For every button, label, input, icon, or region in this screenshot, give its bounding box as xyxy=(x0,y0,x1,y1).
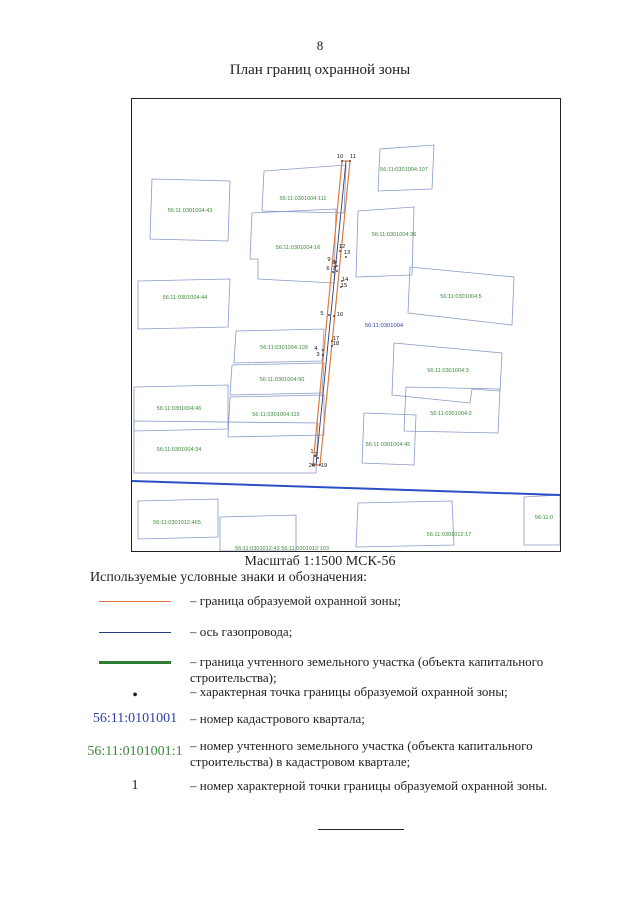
legend-item-label: – номер кадастрового квартала; xyxy=(190,711,365,726)
parcel-label: 56:11:0301004:43 xyxy=(167,208,213,214)
point-number-label: 12 xyxy=(338,244,346,250)
cadastral-quarter-border xyxy=(132,481,560,495)
parcel-number-sample: 56:11:0101001:1 xyxy=(87,744,183,759)
point-number-label: 1 xyxy=(310,449,314,455)
parcel-label: 56:11:0301004:109 xyxy=(260,345,308,351)
characteristic-point-marker xyxy=(333,315,335,317)
parcel-label: 56:11:0301004:16 xyxy=(275,245,321,251)
green-line-symbol xyxy=(80,652,190,672)
parcel-label: 56:11:0301004:3 xyxy=(427,368,469,374)
legend-item-label: – номер характерной точки границы образуемой охранной зоны. xyxy=(190,778,548,793)
characteristic-point-marker xyxy=(328,314,330,316)
characteristic-point-marker xyxy=(349,160,351,162)
parcel-outline xyxy=(138,279,230,329)
page-title: План границ охранной зоны xyxy=(229,62,411,78)
parcel-outline xyxy=(356,207,414,277)
parcel-label: 56:11:0301004:2 xyxy=(430,411,472,417)
orange-line-symbol xyxy=(80,591,190,611)
map-scale-caption: Масштаб 1:1500 МСК-56 xyxy=(244,554,396,569)
parcel-label: 56:11:0301012:43 56:11:0301012:103 xyxy=(234,546,330,551)
cadastral-quarter-label: 56:11:0301004 xyxy=(364,323,404,329)
point-number-label: 20 xyxy=(308,463,316,469)
point-number-label: 2 xyxy=(314,452,318,458)
point-number-label: 19 xyxy=(320,463,328,469)
legend-heading: Используемые условные знаки и обозначения: xyxy=(90,570,368,585)
parcel-label: 56:11:0301004:111 xyxy=(279,196,327,202)
parcel-outline xyxy=(138,499,218,539)
characteristic-point-marker xyxy=(322,354,324,356)
parcel-label: 56:11:0301004:44 xyxy=(162,295,208,301)
parcel-outline xyxy=(356,501,454,547)
point-number-label: 4 xyxy=(314,346,318,352)
point-number-label: 17 xyxy=(332,336,340,342)
point-number-label: 7 xyxy=(332,266,336,272)
parcel-label: 56:11:0301012:465 xyxy=(153,520,201,526)
point-number-label: 10 xyxy=(336,154,344,160)
point-number-label: 13 xyxy=(343,250,351,256)
characteristic-point-marker xyxy=(341,160,343,162)
blue-line-symbol xyxy=(80,622,190,642)
point-number-label: 8 xyxy=(332,260,336,266)
point-number-label: 14 xyxy=(341,277,349,283)
point-number-label: 5 xyxy=(320,311,324,317)
characteristic-point-marker xyxy=(322,349,324,351)
legend-item-label: – граница учтенного земельного участка (объекта капитального строительства); xyxy=(190,654,544,685)
point-number-label: 15 xyxy=(340,283,348,289)
legend-item-label: – ось газопровода; xyxy=(190,624,293,639)
parcel-outline xyxy=(362,413,416,465)
parcel-label: 56:11:0301004:36 xyxy=(371,232,417,238)
parcel-label: 56:11:0301012:17 xyxy=(426,532,472,538)
legend-item-label: – граница образуемой охранной зоны; xyxy=(190,593,401,608)
cadastral-map xyxy=(131,98,561,552)
signature-line xyxy=(318,829,404,830)
parcel-label: 56:11:0 xyxy=(534,515,554,521)
characteristic-point-marker xyxy=(345,256,347,258)
parcel-label: 56:11:0301004:45 xyxy=(365,442,411,448)
parcel-label: 56:11:0301004:90 xyxy=(259,377,305,383)
map-canvas xyxy=(132,99,560,551)
parcel-label: 56:11:0301004:46 xyxy=(156,406,202,412)
parcel-outline xyxy=(404,387,500,433)
point-number-label: 11 xyxy=(349,154,357,160)
characteristic-point-marker xyxy=(339,250,341,252)
point-number-label: 6 xyxy=(326,266,330,272)
characteristic-point-marker xyxy=(336,270,338,272)
point-number-label: 18 xyxy=(332,341,340,347)
point-number-sample: 1 xyxy=(131,778,139,793)
point-dot-symbol: • xyxy=(132,687,138,704)
legend-item-label: – номер учтенного земельного участка (объекта капитального строительства) в кадастровом квартале; xyxy=(190,738,533,769)
characteristic-point-marker xyxy=(336,265,338,267)
parcel-label: 56:11:0301004:107 xyxy=(380,167,428,173)
parcel-label: 56:11:0301004:115 xyxy=(252,412,300,418)
point-number-label: 3 xyxy=(316,352,320,358)
parcel-label: 56:11:0301004:5 xyxy=(440,294,482,300)
page-number: 8 xyxy=(316,38,324,53)
point-number-label: 16 xyxy=(336,312,344,318)
parcel-outline xyxy=(262,165,346,213)
point-number-label: 9 xyxy=(327,257,331,263)
quarter-number-sample: 56:11:0101001 xyxy=(92,711,178,726)
parcel-label: 56:11:0301004:34 xyxy=(156,447,202,453)
legend-item-label: – характерная точка границы образуемой охранной зоны; xyxy=(190,684,508,699)
